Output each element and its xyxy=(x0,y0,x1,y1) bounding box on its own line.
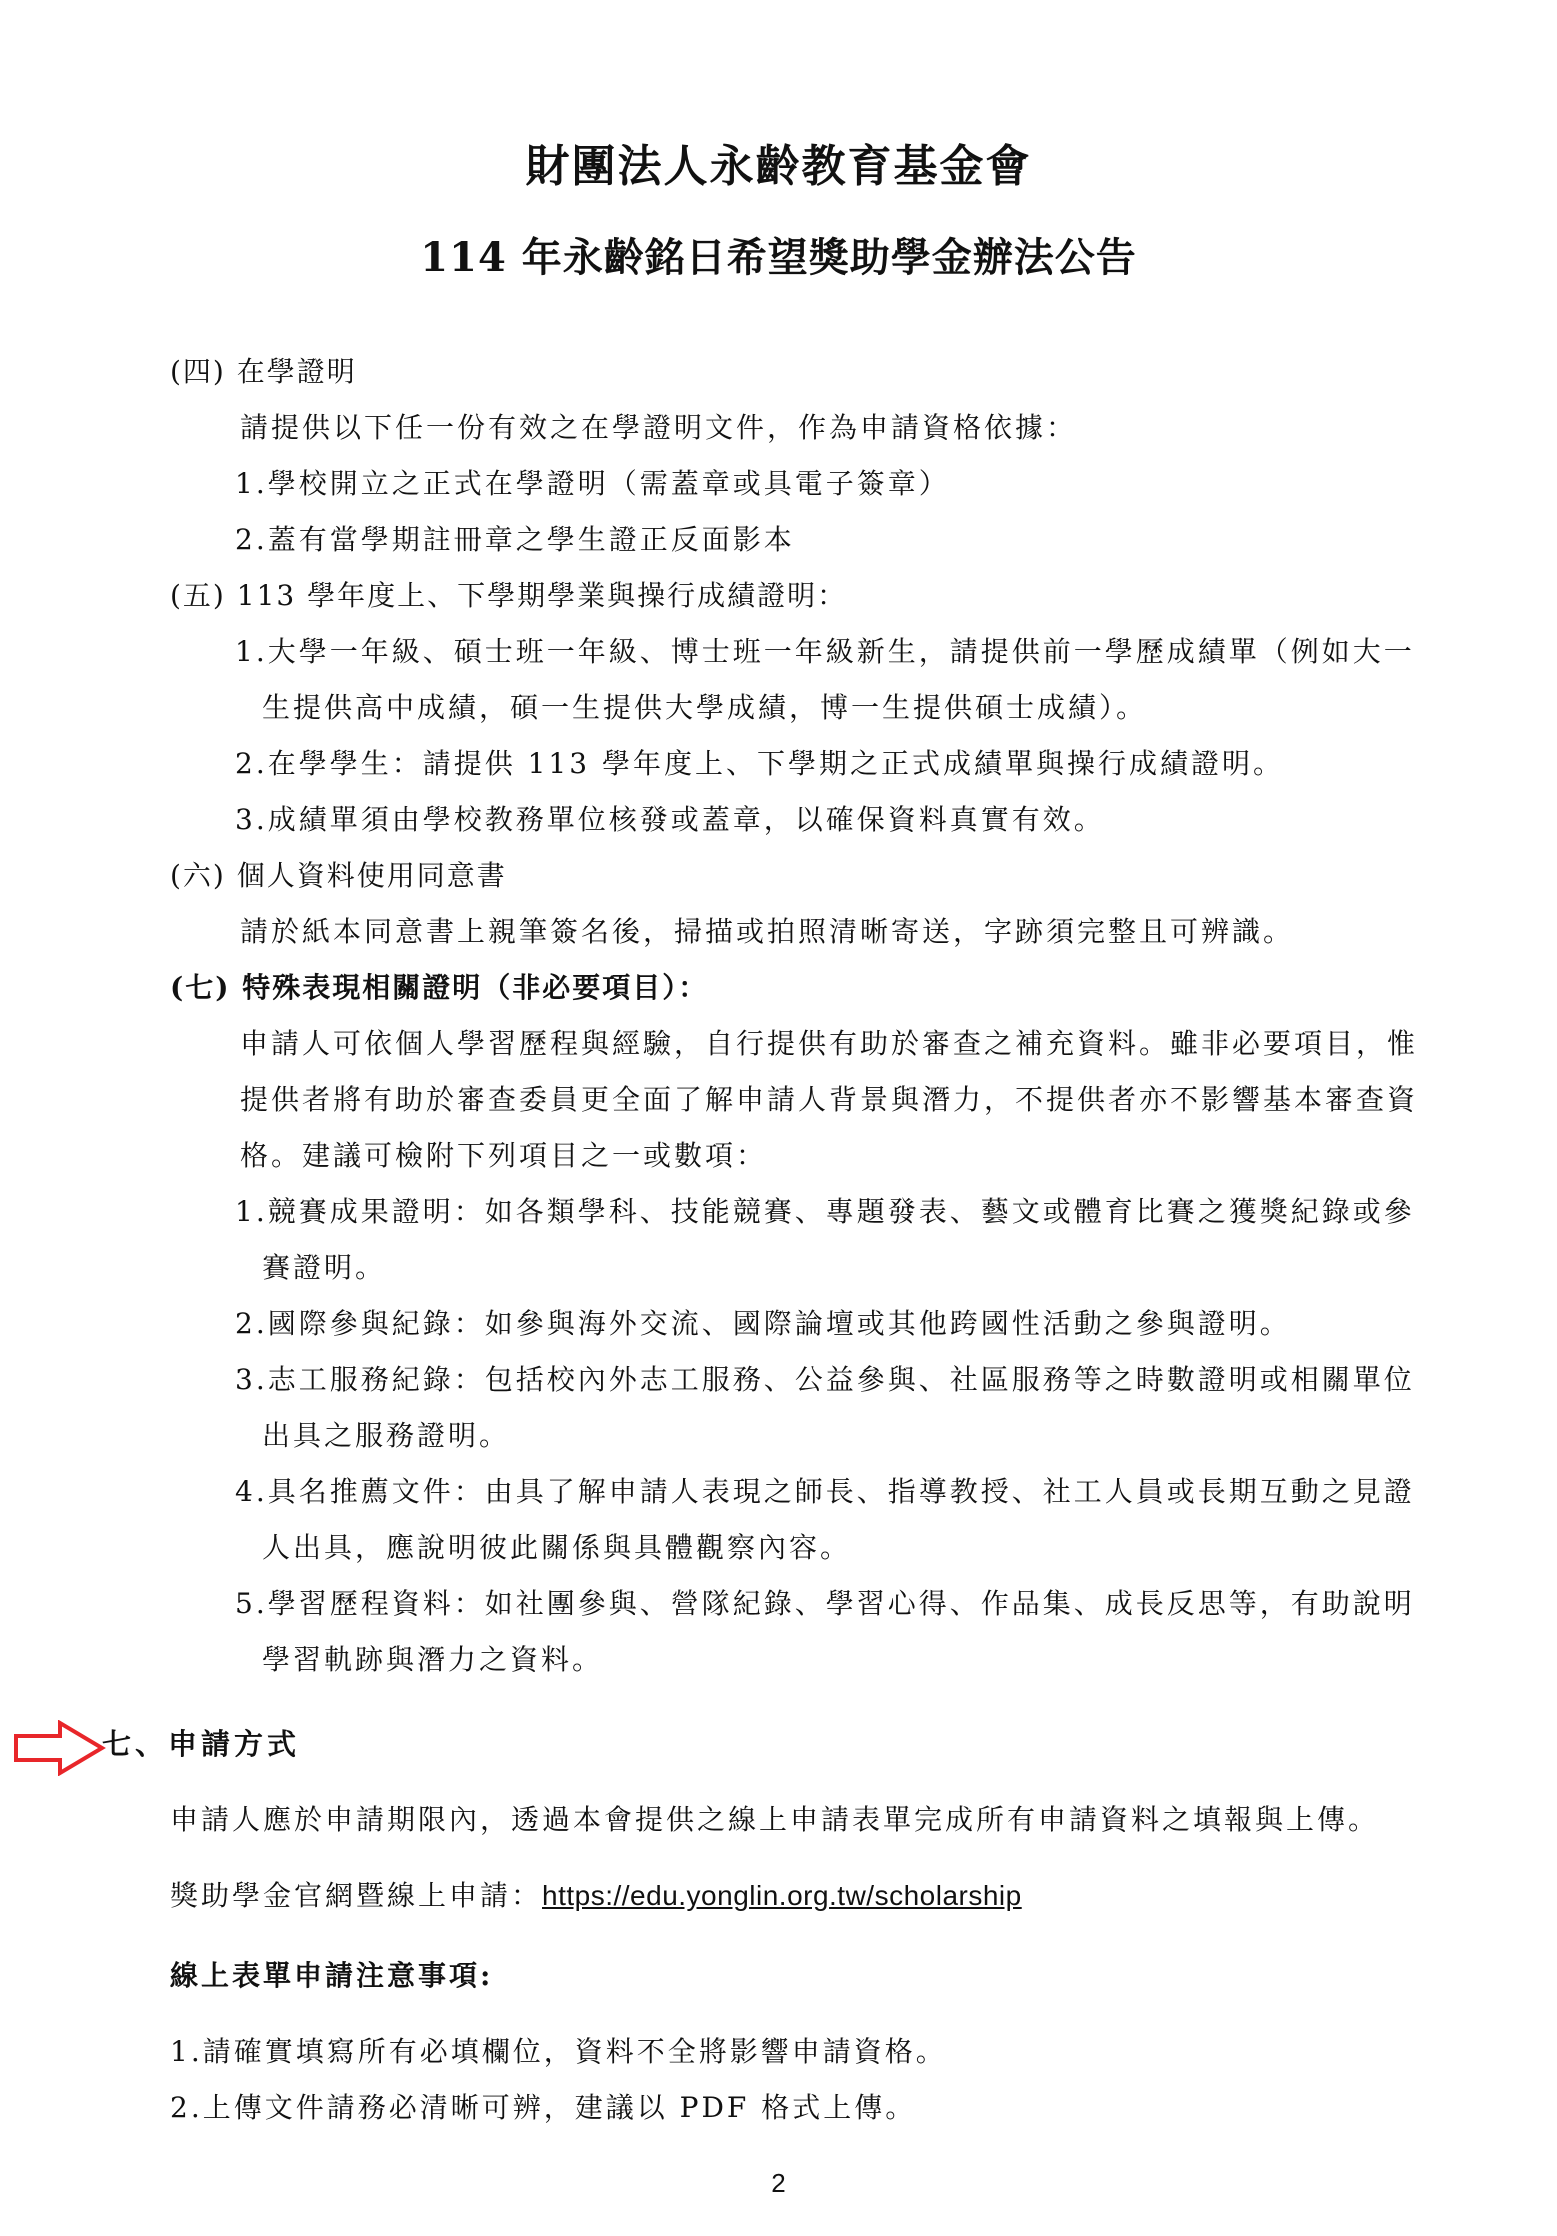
section-7-item-1-line-1: 1.競賽成果證明：如各類學科、技能競賽、專題發表、藝文或體育比賽之獲獎紀錄或參 xyxy=(235,1195,1415,1228)
note-1: 1.請確實填寫所有必填欄位，資料不全將影響申請資格。 xyxy=(170,2035,947,2068)
apply-heading: 七、申請方式 xyxy=(102,1727,301,1761)
section-7-intro-line-3: 格。建議可檢附下列項目之一或數項： xyxy=(240,1139,768,1172)
apply-text: 申請人應於申請期限內，透過本會提供之線上申請表單完成所有申請資料之填報與上傳。 xyxy=(170,1803,1380,1836)
section-7-intro-line-2: 提供者將有助於審查委員更全面了解申請人背景與潛力，不提供者亦不影響基本審查資 xyxy=(240,1083,1419,1116)
section-7-item-3-line-2: 出具之服務證明。 xyxy=(262,1419,511,1452)
page-number: 2 xyxy=(771,2168,786,2198)
section-6-heading: (六) 個人資料使用同意書 xyxy=(170,859,507,892)
apply-link-label: 獎助學金官網暨線上申請： xyxy=(170,1879,543,1912)
section-7-intro-line-1: 申請人可依個人學習歷程與經驗，自行提供有助於審查之補充資料。雖非必要項目，惟 xyxy=(240,1027,1419,1060)
section-4-item-1: 1.學校開立之正式在學證明（需蓋章或具電子簽章） xyxy=(235,467,950,500)
org-title: 財團法人永齡教育基金會 xyxy=(525,141,1032,192)
right-arrow-icon xyxy=(14,1720,106,1776)
section-6-text: 請於紙本同意書上親筆簽名後，掃描或拍照清晰寄送，字跡須完整且可辨識。 xyxy=(240,915,1295,948)
section-7-item-2: 2.國際參與紀錄：如參與海外交流、國際論壇或其他跨國性活動之參與證明。 xyxy=(235,1307,1291,1340)
announcement-title: 114 年永齡銘日希望獎助學金辦法公告 xyxy=(420,234,1137,281)
section-5-item-1-line-1: 1.大學一年級、碩士班一年級、博士班一年級新生，請提供前一學歷成績單（例如大一 xyxy=(235,635,1415,668)
notes-heading: 線上表單申請注意事項: xyxy=(170,1959,494,1992)
section-5-item-1-line-2: 生提供高中成績，碩一生提供大學成績，博一生提供碩士成績）。 xyxy=(262,691,1148,724)
scholarship-link[interactable]: https://edu.yonglin.org.tw/scholarship xyxy=(542,1880,1022,1911)
section-5-item-2: 2.在學學生：請提供 113 學年度上、下學期之正式成績單與操行成績證明。 xyxy=(235,747,1284,780)
section-7-item-4-line-2: 人出具，應說明彼此關係與具體觀察內容。 xyxy=(262,1531,852,1564)
section-5-item-3: 3.成績單須由學校教務單位核發或蓋章，以確保資料真實有效。 xyxy=(235,803,1105,836)
section-7-item-4-line-1: 4.具名推薦文件：由具了解申請人表現之師長、指導教授、社工人員或長期互動之見證 xyxy=(235,1475,1415,1508)
section-7-heading: (七) 特殊表現相關證明（非必要項目）： xyxy=(170,971,709,1004)
section-4-intro: 請提供以下任一份有效之在學證明文件，作為申請資格依據： xyxy=(240,411,1078,444)
section-7-item-3-line-1: 3.志工服務紀錄：包括校內外志工服務、公益參與、社區服務等之時數證明或相關單位 xyxy=(235,1363,1415,1396)
section-4-heading: (四) 在學證明 xyxy=(170,355,357,388)
section-7-item-5-line-2: 學習軌跡與潛力之資料。 xyxy=(262,1643,604,1676)
apply-link-row xyxy=(170,1879,1022,1912)
note-2: 2.上傳文件請務必清晰可辨，建議以 PDF 格式上傳。 xyxy=(170,2091,917,2124)
section-4-item-2: 2.蓋有當學期註冊章之學生證正反面影本 xyxy=(235,523,795,556)
section-7-item-1-line-2: 賽證明。 xyxy=(262,1251,387,1284)
section-7-item-5-line-1: 5.學習歷程資料：如社團參與、營隊紀錄、學習心得、作品集、成長反思等，有助說明 xyxy=(235,1587,1415,1620)
section-5-heading: (五) 113 學年度上、下學期學業與操行成績證明： xyxy=(170,579,848,612)
